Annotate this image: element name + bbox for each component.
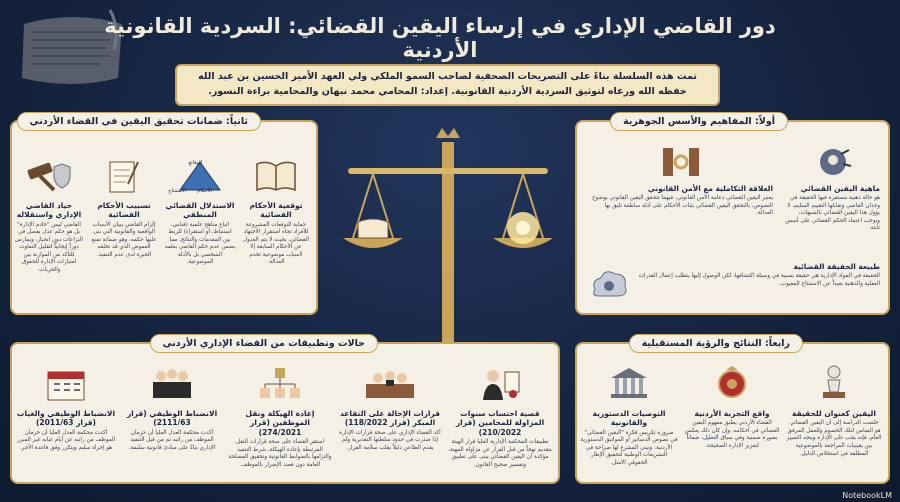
pyramid-logic-icon [168, 158, 228, 194]
result-heading: اليقين كعنوان للحقيقة [792, 409, 876, 418]
guarantee-item-reasoning [164, 158, 236, 267]
pyramid-label-top: الوقائع [188, 160, 202, 166]
jordan-emblem-icon [713, 364, 751, 402]
chess-pawn-icon [817, 364, 851, 402]
concept-item-certainty [785, 144, 880, 233]
case-heading: قضية احتساب سنوات المزاولة للمحامين (قرار 210/2022) [455, 409, 545, 437]
panel-cases-title: حالات وتطبيقات من القضاء الإداري الأردني [150, 334, 378, 353]
concept-item-judicial-truth [635, 262, 880, 288]
concept-heading: طبيعة الحقيقة القضائية [793, 262, 880, 271]
case-body: استقر القضاء على صحة قرارات النقل المرتبطة بإعادة الهيكلة، شرط التنفيذ والتزامها بالضوابط القانونية وتحقيق المصلحة العامة دون قصد الإضرار بالموظف. [228, 439, 332, 468]
guarantee-body: القاضي ليس "خادم الإدارة" بل هو حكم عدل يفصل في النزاعات دون انحياز، ويمارس دوراً إيجابياً لتقليل التفاوت للتأكد من الموازنة بين امتيازات الإدارة للحقوق والحريات. [15, 221, 83, 274]
guarantee-item-neutrality [14, 158, 84, 275]
case-body: أكد القضاء الإداري على صحة قرارات الإدارة إذا صدرت في حدود سلطتها التقديرية ولم يقدم الطاعن دليلاً يقلب سلامة القرار. [339, 429, 441, 451]
pillars-link-icon [659, 144, 703, 180]
concept-item-legal-security [588, 144, 773, 218]
result-item-experience [684, 364, 780, 451]
result-heading: واقع التجربة الأردنية [694, 409, 770, 418]
case-item-practice-years [448, 366, 552, 469]
case-heading: قرارات الإحالة على التقاعد المبكر (قرار 118/2022) [339, 409, 441, 428]
panel-guarantees-title: ثانياً: ضمانات تحقيق اليقين في القضاء الأردني [17, 112, 261, 131]
court-hearing-icon [362, 366, 418, 402]
case-body: تطبيقات المحكمة الإدارية العليا قرار الهيئة بتقديم نهجاً من قبل القرار عن مزاولة المهنة، مؤكدة أن اليقين القضائي يبنى على تطبيق وتفسير صحيح القانون. [448, 439, 552, 468]
concept-body: الحقيقة في المواد الإدارية هي حقيقة نسبية في وسيلة اكتشافها، لكن الوصول إليها يتطلب إعمال القدرات العقلية والذهنية بعيداً عن الاستنتاج المعيوب. [638, 273, 880, 287]
gavel-shield-icon [24, 158, 74, 194]
judges-panel-icon [147, 366, 197, 402]
pyramid-label-left: الاستنتاج [168, 188, 186, 194]
guarantee-body: إلزام القاضي ببيان الأسباب الواقعية والقانونية التي بنى عليها حكمه، وهو ضمانة تمنع الغموض الذي قد تخلقه الحيرة لدى عدم التنفيذ. [91, 221, 157, 258]
panel-concepts [575, 116, 890, 315]
judge-documents-icon [477, 366, 523, 402]
concept-body: يعتبر اليقين القضائي دعامة الأمن القانوني، فيهما تتحقق اليقين القانوني بوضوح النصوص، بالتحقق اليقين القضائي بثبات الأحكام على أدلة ساطعة تليق بها العدالة. [592, 195, 773, 217]
panel-results-title: رابعاً: النتائج والرؤية المستقبلية [629, 334, 803, 353]
case-heading: الانضباط الوظيفي (قرار 2111/63) [126, 409, 218, 428]
pyramid-label-right: الأحكام [197, 188, 212, 194]
result-item-truth [786, 364, 882, 458]
guarantee-body: اتباع مناهج علمية (قياس، استنباط، أو استقراء) للربط بين المقدمات والنتائج، مما يضمن عدم حكم القاضي بعلمه الشخصي بل بالأدلة الموضوعية. [164, 221, 236, 266]
notebooklm-watermark: NotebookLM [842, 491, 892, 500]
parliament-building-icon [607, 364, 651, 402]
panel-cases [10, 338, 560, 484]
result-body: ضرورة تكريس فكرة "اليقين القضائي" في نصوص الدساتير أو المواثيق الدستورية الأردنية، وتبني المشرع لها صراحة في التشريعات الوطنية لتحقيق الإطار الحقوقي الأمثل. [580, 429, 678, 466]
guarantee-heading: تسبيب الأحكام القضائية [97, 201, 151, 220]
guarantee-heading: حياد القاضي الإداري واستقلاله [16, 201, 82, 220]
case-heading: الانضباط الوظيفي والغياب (قرار 2011/63) [16, 409, 116, 428]
case-item-absence [16, 366, 116, 452]
result-body: القضاء الأردني يطبق مفهوم اليقين القضائي في أحكامه، وإن كان ذلك يعكس بصورة ضمنية وفي سياق التعليل، ضماناً لتعزيز الإدارة الصحيحة. [684, 420, 780, 450]
panel-guarantees [10, 116, 318, 315]
intro-banner: تمت هذه السلسلة بناءً على التصريحات الصحفية لصاحب السمو الملكي ولي العهد الأمير الحسين بن عبد الله حفظه الله ورعاه لتوثيق السردية الأردنية القانونية. إعداد: المحامي محمد نبهان والمحامية براءة النسور. [175, 64, 720, 106]
guarantee-item-predictability [242, 158, 310, 267]
open-book-icon [253, 158, 299, 194]
case-item-discipline [122, 366, 222, 452]
panel-concepts-title: أولاً: المفاهيم والأسس الجوهرية [610, 112, 788, 131]
result-body: خلصت الدراسة إلى أن اليقين القضائي هو الضامن لتلك الخصوم وللعمل المرفق العام، فإنه يجب على الإدارة ويتجه التمييز بين يقينيات المراجعة بالموضوعية المطلقة في استخلاص الدليل. [786, 420, 882, 457]
page-title: دور القاضي الإداري في إرساء اليقين القضائي: السردية القانونية الأردنية [104, 14, 776, 62]
guarantee-heading: الاستدلال القضائي المنطقي [165, 201, 235, 220]
guarantee-item-reasons [90, 158, 158, 259]
case-item-early-retirement [338, 366, 442, 452]
concept-heading: ماهية اليقين القضائي [800, 184, 880, 193]
guarantee-heading: توقعية الأحكام القضائية [249, 201, 303, 220]
concept-body: هو حالة ذهنية مستقرة فيها الحقيقة في وجدان القاضي وتقابلها التقييم السليم، لا يؤول هذا اليقين القضائي بالشبهات، ويوجب اعتماد الحكم القضائي على أسس ثابتة. [785, 195, 880, 232]
case-body: أكدت محكمة العدل العليا أن حرمان الموظف من راتبه عن أيام غيابه غير المبرر هو إجراء سليم ويتكرر وفق قاعدة الأجر. [16, 429, 116, 451]
result-heading: التوصيات الدستورية والقانونية [592, 409, 666, 428]
calendar-icon [44, 366, 88, 402]
case-body: أكدت محكمة العدل العليا أن حرمان الموظف من راتبه تم من قبل التنفيذ الإداري بناءً على مبادئ قانونية سليمة. [128, 429, 216, 451]
result-item-recommendations [580, 364, 678, 467]
panel-results [575, 338, 890, 484]
cloud-gears-icon [587, 264, 631, 304]
org-chart-icon [255, 366, 305, 402]
head-gear-icon [815, 144, 855, 180]
case-item-restructuring [228, 366, 332, 469]
concept-heading: العلاقة التكاملية مع الأمن القانوني [647, 184, 773, 193]
guarantee-body: حماية التوقعات المشروعة للأفراد تجاه استقرار الاجتهاد القضائي، بحيث لا يتم العدول عن الأحكام السابقة إلا لأسباب موضوعية تخدم العدالة. [243, 221, 309, 266]
document-quill-icon [104, 158, 144, 194]
case-heading: إعادة الهيكلة ونقل الموظفين (قرار 274/2021) [245, 409, 315, 437]
